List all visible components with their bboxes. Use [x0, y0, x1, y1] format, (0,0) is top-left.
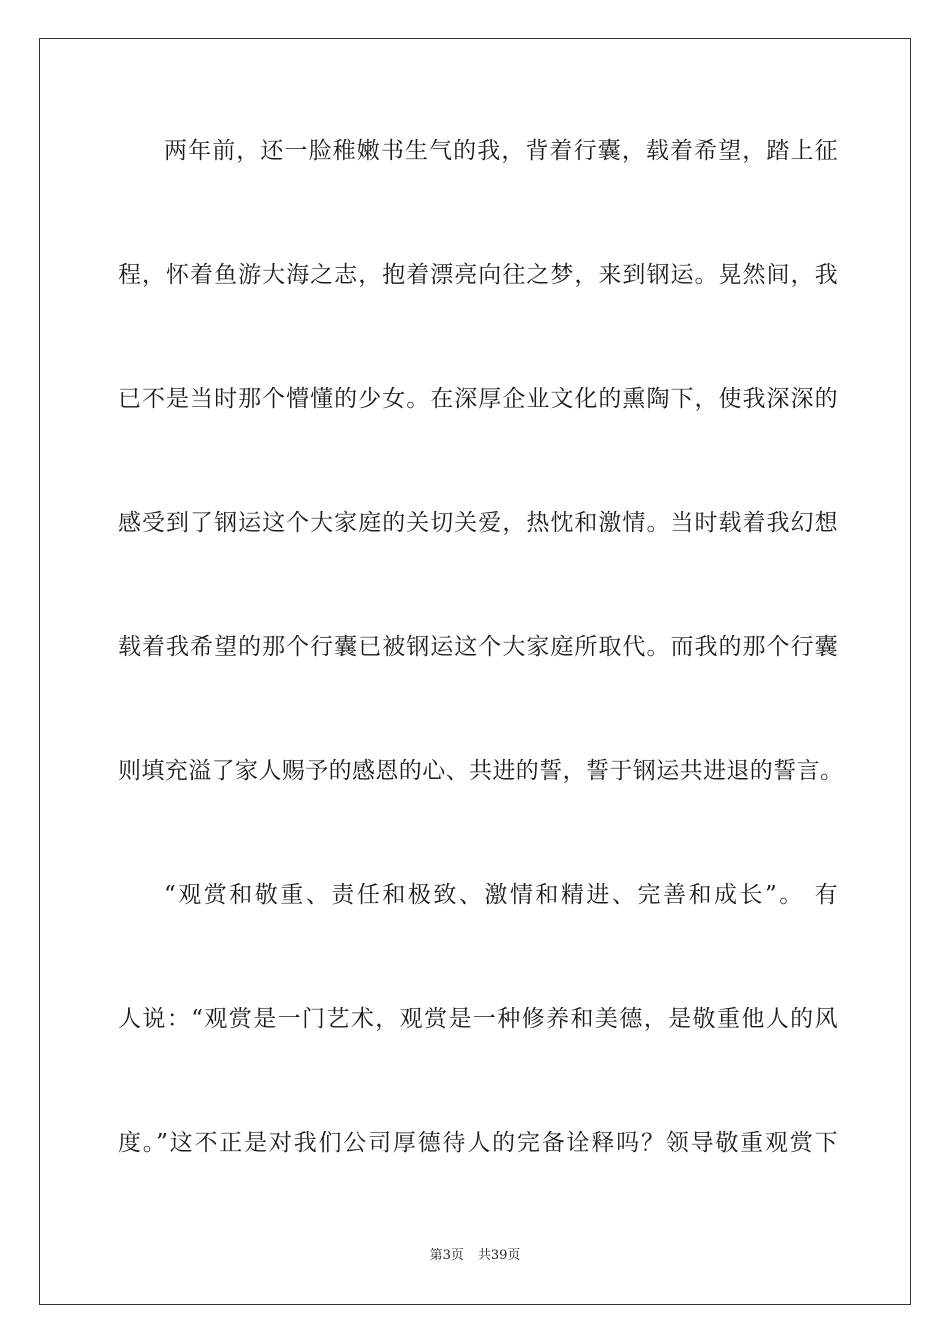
text-line: 已不是当时那个懵懂的少女。在深厚企业文化的熏陶下，使我深深的 [118, 386, 838, 412]
text-line: 则填充溢了家人赐予的感恩的心、共进的誓，誓于钢运共进退的誓言。 [118, 758, 844, 784]
text-line: 度。”这不正是对我们公司厚德待人的完备诠释吗？领导敬重观赏下 [118, 1130, 838, 1156]
page-number: 第3页 [429, 1248, 464, 1263]
page-footer [0, 1247, 950, 1265]
page-border [39, 38, 911, 1305]
text-line: 人说：“观赏是一门艺术，观赏是一种修养和美德，是敬重他人的风 [118, 1006, 838, 1032]
text-line: 两年前，还一脸稚嫩书生气的我，背着行囊，载着希望，踏上征 [164, 138, 838, 164]
text-line: 感受到了钢运这个大家庭的关切关爱，热忱和激情。当时载着我幻想 [118, 510, 838, 536]
text-line: “观赏和敬重、责任和极致、激情和精进、完善和成长”。 有 [164, 882, 838, 908]
text-line: 程，怀着鱼游大海之志，抱着漂亮向往之梦，来到钢运。晃然间，我 [118, 262, 838, 288]
page-total: 共39页 [477, 1248, 521, 1263]
text-line: 载着我希望的那个行囊已被钢运这个大家庭所取代。而我的那个行囊 [118, 634, 838, 660]
